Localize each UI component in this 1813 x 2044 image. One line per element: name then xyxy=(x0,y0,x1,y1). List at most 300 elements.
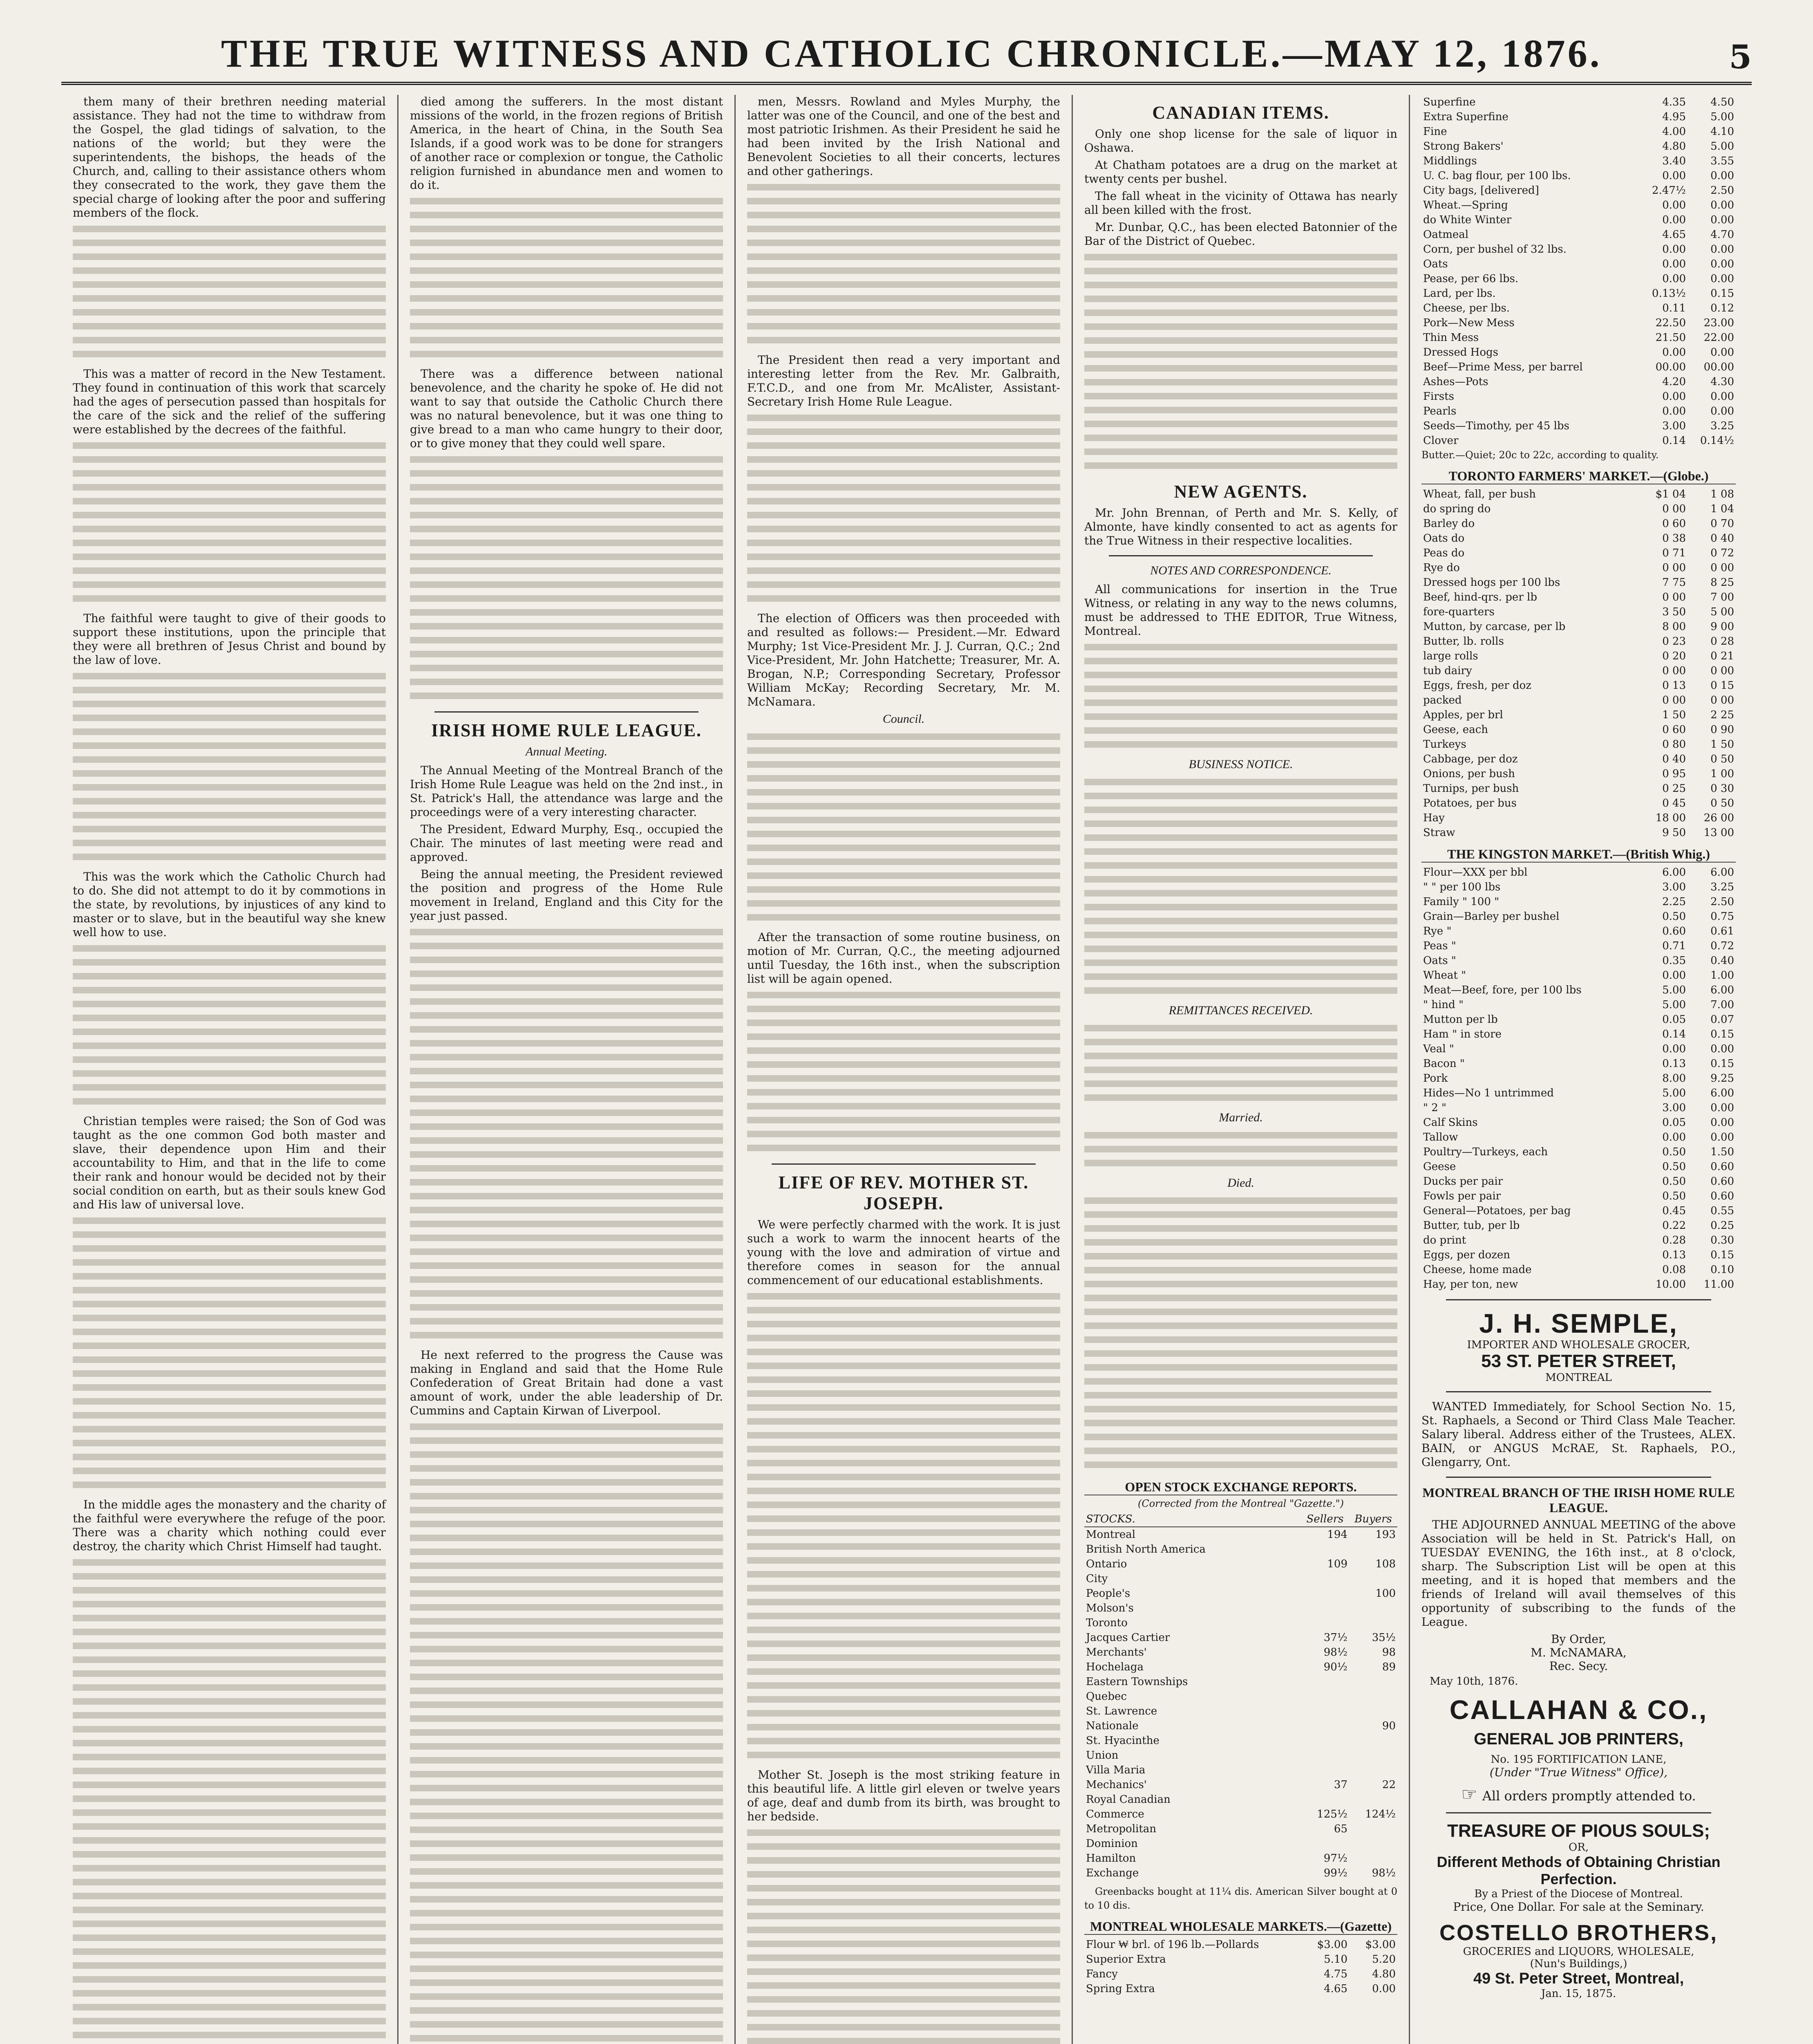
wholesale-row xyxy=(1421,389,1736,404)
wholesale-row xyxy=(1421,345,1736,360)
wholesale-row xyxy=(1421,242,1736,257)
toronto-row-cell: 9 50 xyxy=(1662,827,1686,839)
kingston-row-cell: 0.15 xyxy=(1710,1249,1734,1261)
kingston-row-cell: 8.00 xyxy=(1662,1072,1686,1085)
kingston-row xyxy=(1421,880,1736,894)
section-divider xyxy=(1109,555,1373,556)
article-paragraph: This was the work which the Catholic Church had to do. She did not attempt to do it by commotions in the state, by revolutions, by injustices of any kind to master or to slave, but in the beautiful way she knew well how to use. xyxy=(73,870,386,939)
kingston-row-cell: 0.60 xyxy=(1710,1175,1734,1188)
kingston-row-cell: Mutton per lb xyxy=(1423,1013,1498,1026)
flour-row-cell: Superior Extra xyxy=(1086,1953,1166,1966)
toronto-row-cell: 0 23 xyxy=(1662,635,1686,648)
flour-row xyxy=(1084,1967,1397,1981)
wholesale-row xyxy=(1421,404,1736,419)
text-filler xyxy=(747,731,1060,926)
kingston-row-cell: 0.60 xyxy=(1662,925,1686,937)
stock-row xyxy=(1084,1792,1397,1807)
toronto-row-cell: 1 04 xyxy=(1710,503,1734,515)
kingston-row-cell: 0.00 xyxy=(1662,969,1686,982)
wholesale-market-title: MONTREAL WHOLESALE MARKETS.—(Gazette) xyxy=(1084,1919,1397,1935)
wholesale-row-cell: 0.13½ xyxy=(1652,287,1686,300)
wholesale-row-cell: Beef—Prime Mess, per barrel xyxy=(1423,361,1583,373)
wholesale-row-cell: 0.00 xyxy=(1662,273,1686,285)
kingston-row-cell: 0.07 xyxy=(1710,1013,1734,1026)
kingston-row-cell: 3.00 xyxy=(1662,881,1686,893)
kingston-row-cell: 0.00 xyxy=(1662,1131,1686,1143)
toronto-row-cell: 0 80 xyxy=(1662,738,1686,751)
toronto-row-cell: 0 72 xyxy=(1710,547,1734,559)
kingston-row-cell: Ducks per pair xyxy=(1423,1175,1503,1188)
toronto-row-cell: Eggs, fresh, per doz xyxy=(1423,679,1531,692)
toronto-row xyxy=(1421,663,1736,678)
kingston-row-cell: 0.60 xyxy=(1710,1161,1734,1173)
toronto-row-cell: 0 30 xyxy=(1710,782,1734,795)
kingston-row-cell: 0.61 xyxy=(1710,925,1734,937)
toronto-row xyxy=(1421,796,1736,811)
stock-row-cell: Hamilton xyxy=(1086,1852,1136,1865)
toronto-row-cell: 0 95 xyxy=(1662,768,1686,780)
wholesale-row-cell: 4.00 xyxy=(1662,126,1686,138)
stock-row-cell: 108 xyxy=(1375,1558,1396,1570)
kingston-row-cell: 0.75 xyxy=(1710,910,1734,923)
wholesale-row-cell: 4.65 xyxy=(1662,229,1686,241)
kingston-row-cell: 0.72 xyxy=(1710,940,1734,952)
stock-row-cell: Hochelaga xyxy=(1086,1661,1144,1673)
flour-row-cell: Fancy xyxy=(1086,1968,1118,1980)
league-notice: THE ADJOURNED ANNUAL MEETING of the above Association will be held in St. Patrick's Hall, on TUESDAY EVENING, the 16th inst., at 8 o'clock, sharp. The Subscription List will be open at this meeting, and it is hoped that members and the friends of Ireland will avail themselves of this opportunity of subscribing to the funds of the League. xyxy=(1421,1518,1736,1629)
stock-row-cell xyxy=(1301,1542,1349,1557)
wholesale-row-cell: U. C. bag flour, per 100 lbs. xyxy=(1423,170,1571,182)
text-filler xyxy=(747,989,1060,1156)
kingston-row-cell: Oats " xyxy=(1423,955,1456,967)
article-paragraph: After the transaction of some routine business, on motion of Mr. Curran, Q.C., the meeting adjourned until Tuesday, the 16th inst., when the subscription list will be again opened. xyxy=(747,930,1060,986)
toronto-row xyxy=(1421,825,1736,840)
kingston-row-cell: 0.00 xyxy=(1710,1116,1734,1129)
toronto-row-cell: 1 50 xyxy=(1662,709,1686,721)
stock-row-cell: Villa Maria xyxy=(1086,1764,1146,1776)
stock-row-cell: 65 xyxy=(1334,1823,1347,1835)
kingston-row-cell: do print xyxy=(1423,1234,1466,1246)
toronto-row-cell: 0 00 xyxy=(1662,562,1686,574)
toronto-row-cell: 0 28 xyxy=(1710,635,1734,648)
toronto-row-cell: Oats do xyxy=(1423,532,1465,545)
council-heading: Council. xyxy=(882,712,925,726)
callahan-name: CALLAHAN & CO., xyxy=(1449,1694,1708,1725)
kingston-row-cell: 0.05 xyxy=(1662,1013,1686,1026)
flour-row xyxy=(1084,1981,1397,1996)
stock-row-cell: 22 xyxy=(1382,1779,1396,1791)
semple-name: J. H. SEMPLE, xyxy=(1479,1308,1678,1338)
flour-row-cell: 4.80 xyxy=(1372,1968,1396,1980)
toronto-row xyxy=(1421,531,1736,546)
stock-row-cell: 89 xyxy=(1382,1661,1396,1673)
wholesale-row-cell: do White Winter xyxy=(1423,214,1512,226)
treasure-or: OR, xyxy=(1568,1841,1589,1853)
kingston-row xyxy=(1421,1012,1736,1027)
wholesale-row xyxy=(1421,301,1736,316)
stock-row-cell xyxy=(1301,1763,1349,1777)
kingston-row-cell: 0.15 xyxy=(1710,1028,1734,1040)
costello-date: Jan. 15, 1875. xyxy=(1541,1988,1616,2000)
kingston-row-cell: 0.00 xyxy=(1710,1131,1734,1143)
stock-row-cell: 37½ xyxy=(1323,1632,1347,1644)
kingston-row xyxy=(1421,1218,1736,1233)
toronto-row-cell: 0 00 xyxy=(1662,503,1686,515)
stock-row-cell: Royal Canadian xyxy=(1086,1793,1171,1806)
article-paragraph: The election of Officers was then proceeded with and resulted as follows:— President.—Mr. Edward Murphy; 1st Vice-President Mr. J. J. Curran, Q.C.; 2nd Vice-President, Mr. John Hatchette; Treasurer, Mr. A. Brogan, N.P.; Corresponding Secretary, Professor William McKay; Recording Secretary, Mr. M. McNamara. xyxy=(747,612,1060,708)
toronto-row-cell: 0 70 xyxy=(1710,518,1734,530)
toronto-row-cell: 5 00 xyxy=(1710,606,1734,618)
wholesale-row xyxy=(1421,419,1736,433)
toronto-row xyxy=(1421,619,1736,634)
kingston-row-cell: Ham " in store xyxy=(1423,1028,1502,1040)
wholesale-row xyxy=(1421,154,1736,168)
kingston-row-cell: 0.13 xyxy=(1662,1058,1686,1070)
kingston-row xyxy=(1421,1233,1736,1248)
stock-row xyxy=(1084,1571,1397,1586)
text-filler xyxy=(1084,641,1397,753)
stock-row xyxy=(1084,1748,1397,1763)
stock-row-cell: Eastern Townships xyxy=(1086,1676,1188,1688)
toronto-row xyxy=(1421,781,1736,796)
costello-line1: GROCERIES and LIQUORS, WHOLESALE, xyxy=(1463,1945,1694,1958)
toronto-row-cell: 0 00 xyxy=(1710,665,1734,677)
stock-row-cell xyxy=(1301,1704,1349,1719)
costello-line2: (Nun's Buildings,) xyxy=(1530,1958,1627,1970)
kingston-row-cell: 0.40 xyxy=(1710,955,1734,967)
stock-row-cell xyxy=(1301,1689,1349,1704)
semple-ad xyxy=(1421,1308,1736,1384)
kingston-row xyxy=(1421,1204,1736,1218)
text-filler xyxy=(1084,1022,1397,1106)
news-item: Mr. Dunbar, Q.C., has been elected Batonnier of the Bar of the District of Quebec. xyxy=(1084,220,1397,248)
section-divider xyxy=(1446,1391,1711,1392)
stock-row-cell xyxy=(1349,1616,1397,1630)
stock-row-cell: 194 xyxy=(1327,1529,1347,1541)
kingston-row-cell: 6.00 xyxy=(1710,866,1734,879)
kingston-market-title: THE KINGSTON MARKET.—(British Whig.) xyxy=(1421,847,1736,863)
stock-row-cell xyxy=(1301,1674,1349,1689)
article-paragraph: died among the sufferers. In the most distant missions of the world, in the frozen regions of British America, in the heart of China, in the South Sea Islands, if a good work was to be done for strangers of another race or complexion or tongue, the Catholic religion furnished in abundance men and women to do it. xyxy=(410,95,723,192)
text-filler xyxy=(747,412,1060,607)
kingston-row-cell: 0.35 xyxy=(1662,955,1686,967)
wholesale-row xyxy=(1421,374,1736,389)
kingston-row-cell: 0.22 xyxy=(1662,1219,1686,1232)
toronto-row-cell: 0 00 xyxy=(1662,591,1686,603)
stock-row-cell xyxy=(1301,1733,1349,1748)
toronto-table xyxy=(1421,487,1736,840)
stock-row-cell xyxy=(1301,1836,1349,1851)
stock-row-cell: 37 xyxy=(1334,1779,1347,1791)
kingston-row-cell: 0.00 xyxy=(1662,1043,1686,1055)
stock-row-cell: 98½ xyxy=(1372,1867,1396,1879)
kingston-row-cell: 0.45 xyxy=(1662,1205,1686,1217)
toronto-row-cell: 1 50 xyxy=(1710,738,1734,751)
toronto-row xyxy=(1421,737,1736,752)
news-item: The fall wheat in the vicinity of Ottawa has nearly all been killed with the frost. xyxy=(1084,189,1397,217)
flour-row xyxy=(1084,1952,1397,1967)
wholesale-row-cell: 0.00 xyxy=(1710,405,1734,417)
toronto-row-cell: 0 45 xyxy=(1662,797,1686,809)
flour-row-cell: $3.00 xyxy=(1317,1939,1347,1951)
toronto-row-cell: Peas do xyxy=(1423,547,1465,559)
text-filler xyxy=(73,1557,386,2044)
wholesale-row-cell: Fine xyxy=(1423,126,1447,138)
wholesale-row xyxy=(1421,124,1736,139)
stock-row-cell xyxy=(1349,1792,1397,1807)
toronto-market-title: TORONTO FARMERS' MARKET.—(Globe.) xyxy=(1421,468,1736,484)
toronto-row-cell: 0 71 xyxy=(1662,547,1686,559)
wholesale-row xyxy=(1421,360,1736,374)
wholesale-row-cell: 0.00 xyxy=(1662,405,1686,417)
kingston-row-cell: Butter, tub, per lb xyxy=(1423,1219,1520,1232)
stock-row-cell xyxy=(1349,1836,1397,1851)
kingston-row xyxy=(1421,1130,1736,1145)
wholesale-row-cell: 0.11 xyxy=(1662,302,1686,314)
stock-row-cell xyxy=(1349,1571,1397,1586)
kingston-row xyxy=(1421,1262,1736,1277)
toronto-row-cell: do spring do xyxy=(1423,503,1491,515)
stock-row-cell xyxy=(1349,1689,1397,1704)
wholesale-row-cell: 0.00 xyxy=(1710,258,1734,270)
kingston-row-cell: 0.00 xyxy=(1710,1043,1734,1055)
wholesale-row-cell: Seeds—Timothy, per 45 lbs xyxy=(1423,420,1569,432)
wholesale-row-cell: 4.20 xyxy=(1662,376,1686,388)
wholesale-row-cell: City bags, [delivered] xyxy=(1423,184,1539,197)
kingston-row xyxy=(1421,1277,1736,1292)
wholesale-row-cell: Oatmeal xyxy=(1423,229,1469,241)
treasure-price: Price, One Dollar. For sale at the Seminary. xyxy=(1453,1900,1704,1914)
wholesale-row xyxy=(1421,316,1736,330)
toronto-row-cell: 0 00 xyxy=(1662,665,1686,677)
kingston-row xyxy=(1421,953,1736,968)
wholesale-row-cell: 0.00 xyxy=(1710,273,1734,285)
kingston-row xyxy=(1421,1174,1736,1189)
toronto-row-cell: 0 40 xyxy=(1662,753,1686,765)
kingston-row xyxy=(1421,1027,1736,1042)
kingston-row-cell: " 2 " xyxy=(1423,1102,1446,1114)
kingston-row xyxy=(1421,894,1736,909)
toronto-row-cell: 0 60 xyxy=(1662,724,1686,736)
stock-row xyxy=(1084,1704,1397,1719)
wholesale-row-cell: Extra Superfine xyxy=(1423,111,1509,123)
wholesale-row-cell: 0.12 xyxy=(1710,302,1734,314)
stock-row-cell xyxy=(1301,1748,1349,1763)
wholesale-row-cell: 2.50 xyxy=(1710,184,1734,197)
stock-table-title: OPEN STOCK EXCHANGE REPORTS. xyxy=(1084,1479,1397,1495)
flour-row-cell: 0.00 xyxy=(1372,1983,1396,1995)
toronto-row-cell: packed xyxy=(1423,694,1462,706)
section-heading: LIFE OF REV. MOTHER ST. JOSEPH. xyxy=(778,1172,1029,1213)
callahan-line2: No. 195 FORTIFICATION LANE, xyxy=(1491,1753,1667,1766)
stock-row xyxy=(1084,1836,1397,1851)
wholesale-row-cell: 23.00 xyxy=(1703,317,1734,329)
kingston-row-cell: " " per 100 lbs xyxy=(1423,881,1501,893)
text-filler xyxy=(410,1421,723,2044)
wholesale-row-cell: 0.00 xyxy=(1710,243,1734,256)
stock-col-header: STOCKS. xyxy=(1084,1512,1301,1527)
kingston-row-cell: Bacon " xyxy=(1423,1058,1465,1070)
stock-row-cell: 100 xyxy=(1375,1587,1396,1600)
kingston-row-cell: Hay, per ton, new xyxy=(1423,1278,1518,1291)
kingston-row-cell: Cheese, home made xyxy=(1423,1264,1532,1276)
kingston-row xyxy=(1421,1100,1736,1115)
kingston-row xyxy=(1421,983,1736,997)
toronto-row-cell: Straw xyxy=(1423,827,1455,839)
wholesale-row-cell: Wheat.—Spring xyxy=(1423,199,1508,211)
wholesale-row-cell: Middlings xyxy=(1423,155,1477,167)
toronto-row-cell: 1 08 xyxy=(1710,488,1734,500)
toronto-row xyxy=(1421,575,1736,590)
wanted-notice: WANTED Immediately, for School Section No. 15, St. Raphaels, a Second or Third Class Male Teacher. Salary liberal. Address either of the Trustees, ALEX. BAIN, or ANGUS McRAE, St. Raphaels, P.O., Glengarry, Ont. xyxy=(1421,1400,1736,1469)
league-signature xyxy=(1421,1632,1736,1673)
text-filler xyxy=(1084,776,1397,999)
flour-table xyxy=(1084,1937,1397,1996)
article-paragraph: In the middle ages the monastery and the charity of the faithful were everywhere the refuge of the poor. There was a charity which nothing could ever destroy, the charity which Christ Himself had taught. xyxy=(73,1498,386,1553)
text-filler xyxy=(410,926,723,1343)
toronto-row-cell: 0 00 xyxy=(1710,694,1734,706)
callahan-line4: All orders promptly attended to. xyxy=(1482,1788,1696,1804)
text-filler xyxy=(73,670,386,865)
callahan-line4-wrap xyxy=(1421,1784,1736,1805)
wholesale-row-cell: 0.00 xyxy=(1662,390,1686,403)
stock-row-cell xyxy=(1301,1586,1349,1601)
toronto-row-cell: 0 25 xyxy=(1662,782,1686,795)
stock-row-cell: 125½ xyxy=(1317,1808,1347,1820)
section-heading: Died. xyxy=(1227,1176,1254,1190)
stock-row-cell: St. Hyacinthe xyxy=(1086,1735,1159,1747)
article-paragraph: Christian temples were raised; the Son of God was taught as the one common God both master and slave, their dependence upon Him and their accountability to Him, and that in the life to come their rank and honour would be decided not by their social condition on earth, but as their souls knew God and His law of universal love. xyxy=(73,1114,386,1211)
wholesale-row-cell: 3.40 xyxy=(1662,155,1686,167)
kingston-row-cell: 0.10 xyxy=(1710,1264,1734,1276)
wholesale-row-cell: 2.47½ xyxy=(1652,184,1686,197)
toronto-row xyxy=(1421,649,1736,663)
wholesale-row-cell: 0.00 xyxy=(1662,214,1686,226)
wholesale-row-cell: 0.14 xyxy=(1662,435,1686,447)
league-sig-line: M. McNAMARA, xyxy=(1531,1646,1627,1659)
wholesale-row-cell: 0.00 xyxy=(1710,346,1734,359)
kingston-row-cell: 5.00 xyxy=(1662,984,1686,996)
wholesale-row-cell: 4.70 xyxy=(1710,229,1734,241)
wholesale-row-cell: 0.00 xyxy=(1662,243,1686,256)
wholesale-row-cell: 0.14½ xyxy=(1700,435,1734,447)
wholesale-row-cell: 0.00 xyxy=(1710,170,1734,182)
kingston-row-cell: 1.00 xyxy=(1710,969,1734,982)
toronto-row-cell: Apples, per brl xyxy=(1423,709,1503,721)
toronto-row-cell: Rye do xyxy=(1423,562,1460,574)
column-2 xyxy=(398,95,736,2044)
stock-row-cell: 98 xyxy=(1382,1646,1396,1659)
kingston-row xyxy=(1421,865,1736,880)
toronto-row-cell: 7 75 xyxy=(1662,576,1686,589)
kingston-row xyxy=(1421,924,1736,939)
kingston-row-cell: " hind " xyxy=(1423,999,1464,1011)
wholesale-row-cell: 4.95 xyxy=(1662,111,1686,123)
treasure-title: TREASURE OF PIOUS SOULS; xyxy=(1447,1821,1710,1841)
flour-row-cell: Flour ₩ brl. of 196 lb.—Pollards xyxy=(1086,1939,1259,1951)
stock-row-cell: City xyxy=(1086,1573,1108,1585)
stock-row xyxy=(1084,1527,1397,1542)
kingston-row-cell: 7.00 xyxy=(1710,999,1734,1011)
stock-row-cell xyxy=(1301,1792,1349,1807)
stock-row-cell: 35½ xyxy=(1372,1632,1396,1644)
stock-row xyxy=(1084,1733,1397,1748)
toronto-row-cell: 0 00 xyxy=(1710,562,1734,574)
article-paragraph: The President then read a very important and interesting letter from the Rev. Mr. Galbraith, F.T.C.D., and one from Mr. McAlister, Assistant-Secretary Irish Home Rule League. xyxy=(747,353,1060,408)
stock-row-cell xyxy=(1349,1674,1397,1689)
toronto-row-cell: 0 50 xyxy=(1710,797,1734,809)
section-divider xyxy=(434,711,698,713)
wholesale-row-cell: 22.50 xyxy=(1655,317,1686,329)
wholesale-row-cell: Cheese, per lbs. xyxy=(1423,302,1510,314)
stock-col-header: Sellers xyxy=(1301,1512,1349,1527)
stock-row-cell: Metropolitan xyxy=(1086,1823,1157,1835)
wholesale-row xyxy=(1421,183,1736,198)
article-paragraph: The faithful were taught to give of their goods to support these institutions, upon the principle that they were all brethren of Jesus Christ and bound by the law of love. xyxy=(73,612,386,667)
wholesale-row-cell: 00.00 xyxy=(1655,361,1686,373)
kingston-row-cell: Pork xyxy=(1423,1072,1448,1085)
greenbacks-note: Greenbacks bought at 11¼ dis. American Silver bought at 0 to 10 dis. xyxy=(1084,1886,1397,1911)
toronto-row-cell: Mutton, by carcase, per lb xyxy=(1423,621,1566,633)
kingston-row xyxy=(1421,1248,1736,1262)
kingston-row-cell: 0.14 xyxy=(1662,1028,1686,1040)
wholesale-row-cell: 0.00 xyxy=(1662,346,1686,359)
costello-address: 49 St. Peter Street, Montreal, xyxy=(1473,1970,1684,1987)
toronto-row-cell: Turkeys xyxy=(1423,738,1466,751)
stock-table-body xyxy=(1084,1527,1397,1880)
text-filler xyxy=(1084,1195,1397,1473)
toronto-row-cell: Wheat, fall, per bush xyxy=(1423,488,1536,500)
toronto-row-cell: 0 15 xyxy=(1710,679,1734,692)
treasure-ad xyxy=(1421,1821,1736,1914)
section-heading: REMITTANCES RECEIVED. xyxy=(1168,1004,1313,1017)
toronto-row-cell: 0 90 xyxy=(1710,724,1734,736)
kingston-row-cell: 0.28 xyxy=(1662,1234,1686,1246)
kingston-row-cell: Flour—XXX per bbl xyxy=(1423,866,1528,879)
kingston-row-cell: 0.05 xyxy=(1662,1116,1686,1129)
stock-row-cell: Quebec xyxy=(1086,1690,1127,1703)
toronto-row xyxy=(1421,487,1736,502)
news-item: Mr. John Brennan, of Perth and Mr. S. Kelly, of Almonte, have kindly consented to act as agents for the True Witness in their respective localities. xyxy=(1084,506,1397,547)
wholesale-row-cell: Thin Mess xyxy=(1423,332,1479,344)
toronto-row xyxy=(1421,502,1736,516)
toronto-row-cell: 0 40 xyxy=(1710,532,1734,545)
toronto-row-cell: 0 21 xyxy=(1710,650,1734,662)
wholesale-row-cell: Pearls xyxy=(1423,405,1457,417)
flour-row-cell: 5.10 xyxy=(1324,1953,1347,1966)
flour-row-cell: $3.00 xyxy=(1365,1939,1396,1951)
kingston-row-cell: Grain—Barley per bushel xyxy=(1423,910,1560,923)
stock-row xyxy=(1084,1689,1397,1704)
kingston-row-cell: 0.60 xyxy=(1710,1190,1734,1202)
wholesale-row-cell: Pork—New Mess xyxy=(1423,317,1515,329)
stock-row-cell: 109 xyxy=(1327,1558,1347,1570)
kingston-row xyxy=(1421,1115,1736,1130)
stock-row xyxy=(1084,1645,1397,1660)
stock-col-header: Buyers xyxy=(1349,1512,1397,1527)
wholesale-row xyxy=(1421,139,1736,154)
kingston-row-cell: 5.00 xyxy=(1662,999,1686,1011)
toronto-row xyxy=(1421,560,1736,575)
stock-row-cell xyxy=(1301,1571,1349,1586)
toronto-row-cell: 0 38 xyxy=(1662,532,1686,545)
stock-row-cell: Molson's xyxy=(1086,1602,1134,1614)
toronto-row xyxy=(1421,752,1736,766)
section-heading: IRISH HOME RULE LEAGUE. xyxy=(431,720,702,740)
kingston-row-cell: General—Potatoes, per bag xyxy=(1423,1205,1571,1217)
text-filler xyxy=(1084,1130,1397,1171)
article-paragraph: We were perfectly charmed with the work. It is just such a work to warm the innocent hearts of the young with the love and admiration of virtue and therefore comes in season for the annual commencement of our educational establishments. xyxy=(747,1218,1060,1287)
